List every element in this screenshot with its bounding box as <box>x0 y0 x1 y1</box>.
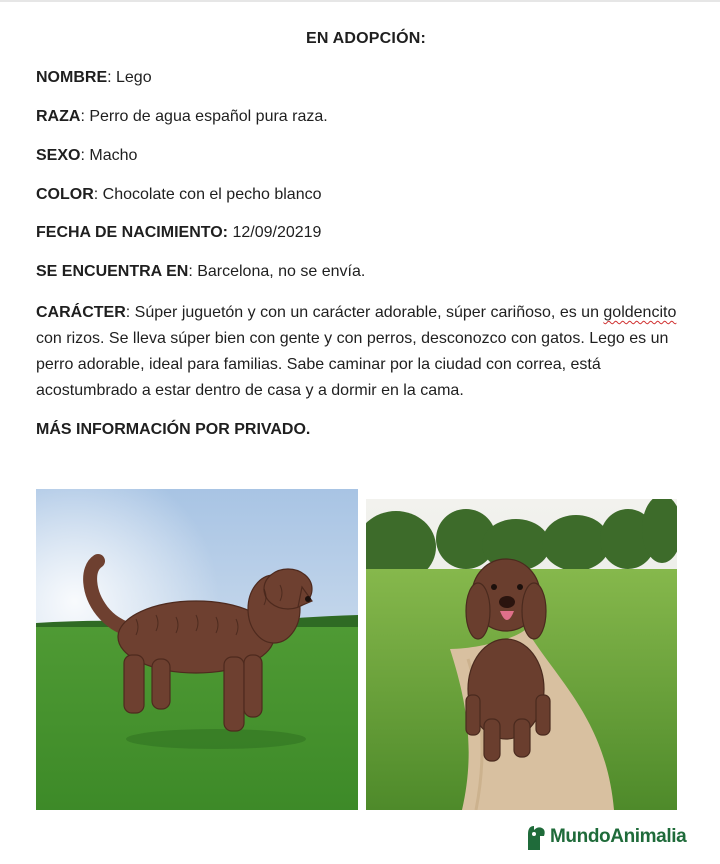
field-nombre <box>36 69 152 87</box>
field-separator: : <box>188 263 198 280</box>
character-text-start: : Súper juguetón y con un carácter adorable, súper cariñoso, es un <box>125 304 604 321</box>
misspelled-word: goldencito <box>603 304 677 321</box>
field-sexo <box>36 147 137 165</box>
field-separator: : <box>107 69 116 86</box>
field-label: NOMBRE <box>36 69 108 86</box>
field-label: FECHA DE NACIMIENTO: <box>36 224 228 241</box>
character-label: CARÁCTER <box>36 304 126 321</box>
field-label: COLOR <box>36 186 94 203</box>
top-divider <box>0 0 720 2</box>
mundoanimalia-logo <box>526 822 686 852</box>
field-raza <box>36 108 328 126</box>
dog-photo-side <box>36 489 358 810</box>
field-separator: : <box>80 108 90 125</box>
field-ubicacion <box>36 263 365 281</box>
field-label: SE ENCUENTRA EN <box>36 263 189 280</box>
field-value: Macho <box>89 147 138 164</box>
field-color <box>36 186 322 204</box>
field-separator: : <box>93 186 103 203</box>
more-info-note: MÁS INFORMACIÓN POR PRIVADO. <box>36 421 311 438</box>
field-separator: : <box>80 147 90 164</box>
dog-photo-front <box>366 499 677 810</box>
logo-mark-icon <box>526 824 546 850</box>
field-value: Perro de agua español pura raza. <box>89 108 328 125</box>
field-value: Barcelona, no se envía. <box>197 263 366 280</box>
field-label: SEXO <box>36 147 81 164</box>
field-label: RAZA <box>36 108 81 125</box>
logo-text: MundoAnimalia <box>550 826 687 847</box>
field-value: Lego <box>116 69 152 86</box>
character-paragraph <box>36 300 688 404</box>
page-title: EN ADOPCIÓN: <box>305 30 427 47</box>
field-value: 12/09/20219 <box>232 224 322 241</box>
field-value: Chocolate con el pecho blanco <box>102 186 322 203</box>
character-text-end: con rizos. Se lleva súper bien con gente y con perros, desconozco con gatos. Lego es un perro adorable, ideal para familias. Sabe caminar por la ciudad con correa, está acostumbrado a estar dentro de casa y a dormir en la cama. <box>36 330 669 399</box>
field-fecha-nacimiento <box>36 224 321 242</box>
